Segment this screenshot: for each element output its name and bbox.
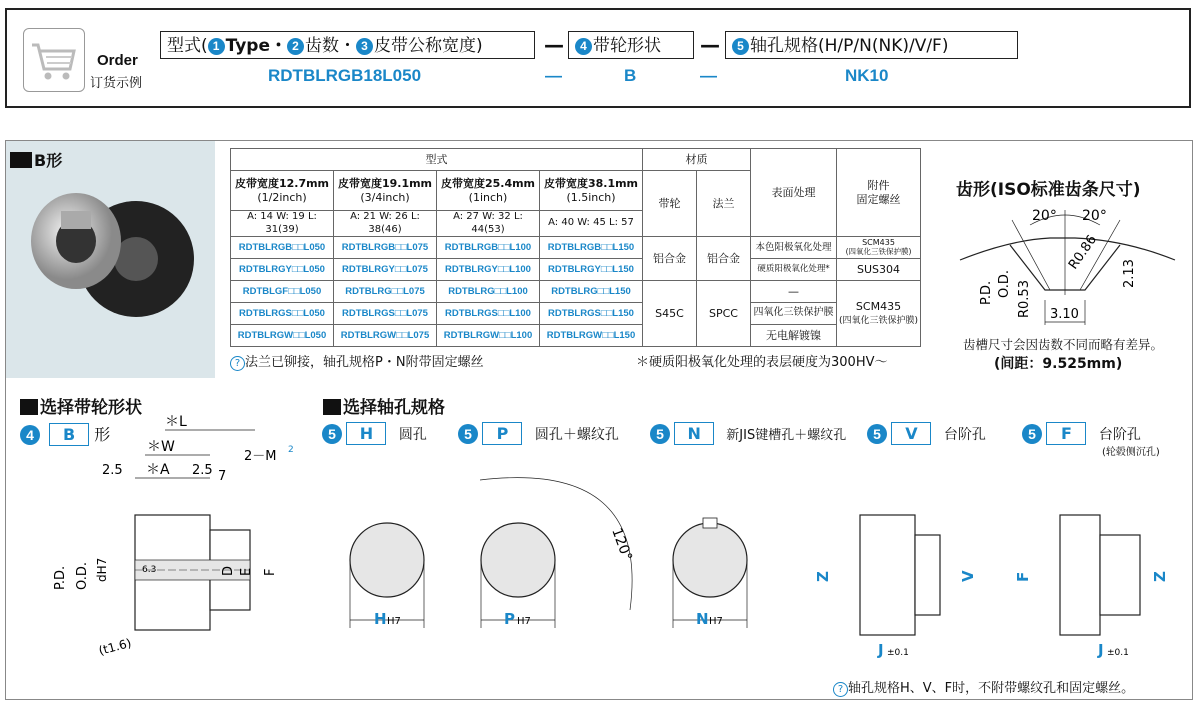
table-header-screw: 附件 固定螺丝: [837, 149, 921, 237]
table-cell: RDTBLRGW□□L100: [437, 325, 540, 347]
order-title: Order: [97, 52, 138, 69]
table-cell: RDTBLRGB□□L100: [437, 237, 540, 259]
table-header-material: 材质: [643, 149, 751, 171]
screw-2: SUS304: [837, 259, 921, 281]
dim-D: D: [221, 565, 236, 576]
bore-h-tol: H7: [387, 616, 401, 627]
width-header-1: 皮带宽度19.1mm (3/4inch): [334, 171, 437, 211]
table-cell: RDTBLRGS□□L150: [540, 303, 643, 325]
shape-section-title: 选择带轮形状: [20, 393, 142, 418]
bore-f-j: J: [1098, 641, 1104, 659]
pulley-b-drawing: [40, 410, 310, 660]
bore-drawings: [330, 460, 1180, 670]
shape-option-b[interactable]: 4 B 形: [20, 422, 110, 446]
material-flange-al: 铝合金: [697, 237, 751, 281]
cart-icon: [23, 28, 85, 92]
table-cell: RDTBLRGW□□L075: [334, 325, 437, 347]
bore-f-z: Z: [1151, 571, 1169, 582]
tooth-od: O.D.: [997, 270, 1012, 298]
dim-t16: (t1.6): [97, 635, 133, 658]
material-pulley-al: 铝合金: [643, 237, 697, 281]
width-header-2: 皮带宽度25.4mm (1inch): [437, 171, 540, 211]
dim-dh7: dH7: [95, 557, 109, 582]
dim-L: ＊L: [165, 414, 187, 430]
bore-option-h[interactable]: 5 H 圆孔: [322, 422, 427, 445]
dim-310: 3.10: [1050, 307, 1079, 322]
spec-table: [230, 148, 921, 347]
bore-p-label: P: [504, 610, 515, 628]
table-header-surface: 表面处理: [751, 149, 837, 237]
bore-option-n[interactable]: 5 N 新JIS键槽孔＋螺纹孔: [650, 422, 846, 445]
table-cell: RDTBLRGY□□L050: [231, 259, 334, 281]
photo-title: B形: [10, 148, 62, 171]
bore-f-f: F: [1014, 571, 1032, 582]
dim-row-3: A: 40 W: 45 L: 57: [540, 211, 643, 237]
order-label-shape: 4 带轮形状: [568, 31, 694, 59]
table-cell: RDTBLRGS□□L050: [231, 303, 334, 325]
bore-footnote: ? 轴孔规格H、V、F时，不附带螺纹孔和固定螺丝。: [833, 677, 1134, 697]
note-icon: ?: [230, 356, 245, 371]
dim-W: ＊W: [147, 439, 175, 455]
order-dash-1: —: [544, 33, 564, 57]
radius-053: R0.53: [1017, 280, 1032, 318]
screw-1: SCM435 (四氧化三铁保护膜): [837, 237, 921, 259]
bore-v-z: Z: [814, 571, 832, 582]
tooth-pd: P.D.: [979, 280, 994, 305]
bore-n-tol: H7: [709, 616, 723, 627]
bore-option-f[interactable]: 5 F 台阶孔: [1022, 422, 1141, 445]
bore-option-p[interactable]: 5 P 圆孔＋螺纹孔: [458, 422, 619, 445]
table-header-flange: 法兰: [697, 171, 751, 237]
tooth-title: 齿形(ISO标准齿条尺寸): [956, 180, 1141, 200]
bore-p-tol: H7: [517, 616, 531, 627]
surface-4: 四氧化三铁保护膜: [751, 303, 837, 325]
material-flange-spcc: SPCC: [697, 281, 751, 347]
order-subtitle: 订货示例: [90, 76, 143, 91]
dim-row-1: A: 21 W: 26 L: 38(46): [334, 211, 437, 237]
table-cell: RDTBLRGY□□L100: [437, 259, 540, 281]
table-cell: RDTBLRGS□□L075: [334, 303, 437, 325]
table-cell: RDTBLRGW□□L150: [540, 325, 643, 347]
bore-v-v: V: [959, 570, 977, 582]
table-cell: RDTBLRGB□□L150: [540, 237, 643, 259]
table-note-left: ? 法兰已铆接，轴孔规格P・N附带固定螺丝: [230, 351, 484, 371]
dim-25-right: 2.5: [192, 463, 213, 478]
radius-086: R0.86: [1065, 232, 1101, 273]
table-cell: RDTBLGF□□L050: [231, 281, 334, 303]
bore-n-label: N: [696, 610, 709, 628]
tooth-note-1: 齿槽尺寸会因齿数不同而略有差异。: [963, 337, 1164, 352]
surface-5: 无电解镀镍: [751, 325, 837, 347]
dim-25-left: 2.5: [102, 463, 123, 478]
table-header-type: 型式: [231, 149, 643, 171]
table-note-right: ＊硬质阳极氧化处理的表层硬度为300HV～: [636, 355, 888, 370]
product-photo-panel: [6, 141, 215, 378]
surface-3: —: [751, 281, 837, 303]
bore-f-sub: (轮毂侧沉孔): [1102, 447, 1160, 458]
order-code-bore: NK10: [845, 66, 889, 85]
order-code-type: RDTBLRGB18L050: [268, 66, 422, 85]
dim-E: E: [239, 567, 254, 576]
dim-pd: P.D.: [53, 565, 68, 590]
table-cell: RDTBLRGB□□L075: [334, 237, 437, 259]
dim-213: 2.13: [1122, 259, 1137, 288]
table-cell: RDTBLRGY□□L150: [540, 259, 643, 281]
surface-2: 硬质阳极氧化处理*: [751, 259, 837, 281]
table-cell: RDTBLRG□□L150: [540, 281, 643, 303]
tap-2m: 2－M: [244, 449, 277, 464]
tooth-profile-diagram: [950, 200, 1190, 330]
order-label-bore: 5 轴孔规格(H/P/N(NK)/V/F): [725, 31, 1018, 59]
order-code-dash-2: —: [700, 66, 717, 85]
order-code-dash-1: —: [545, 66, 562, 85]
width-header-0: 皮带宽度12.7mm (1/2inch): [231, 171, 334, 211]
table-header-pulley: 带轮: [643, 171, 697, 237]
width-header-3: 皮带宽度38.1mm (1.5inch): [540, 171, 643, 211]
pulley-photo: [6, 141, 215, 378]
note-icon: ?: [833, 682, 848, 697]
bore-h-label: H: [374, 610, 387, 628]
dim-F: F: [263, 568, 278, 576]
bore-option-v[interactable]: 5 V 台阶孔: [867, 422, 986, 445]
angle-left: 20°: [1032, 208, 1057, 224]
bore-f-jtol: ±0.1: [1107, 648, 1129, 658]
surface-1: 本色阳极氧化处理: [751, 237, 837, 259]
bore-section-title: 选择轴孔规格: [323, 393, 445, 418]
dim-A: ＊A: [146, 462, 170, 478]
table-cell: RDTBLRG□□L100: [437, 281, 540, 303]
order-dash-2: —: [700, 33, 720, 57]
material-pulley-s45c: S45C: [643, 281, 697, 347]
tooth-note-2: (间距：9.525mm): [994, 356, 1123, 372]
tap-note: 2: [288, 445, 294, 455]
table-cell: RDTBLRG□□L075: [334, 281, 437, 303]
angle-120: 120°: [608, 525, 635, 564]
dim-row-2: A: 27 W: 32 L: 44(53): [437, 211, 540, 237]
dim-7: 7: [218, 469, 227, 484]
bore-v-jtol: ±0.1: [887, 648, 909, 658]
table-cell: RDTBLRGS□□L100: [437, 303, 540, 325]
screw-3: SCM435 (四氧化三铁保护膜): [837, 281, 921, 347]
angle-right: 20°: [1082, 208, 1107, 224]
bore-v-j: J: [878, 641, 884, 659]
table-cell: RDTBLRGB□□L050: [231, 237, 334, 259]
order-label-type: 型式( 1 Type・ 2 齿数・ 3 皮带公称宽度): [160, 31, 535, 59]
table-cell: RDTBLRGW□□L050: [231, 325, 334, 347]
table-cell: RDTBLRGY□□L075: [334, 259, 437, 281]
dim-row-0: A: 14 W: 19 L: 31(39): [231, 211, 334, 237]
dim-od: O.D.: [75, 562, 90, 590]
roughness: 6.3: [142, 565, 157, 575]
order-code-shape: B: [624, 66, 637, 85]
